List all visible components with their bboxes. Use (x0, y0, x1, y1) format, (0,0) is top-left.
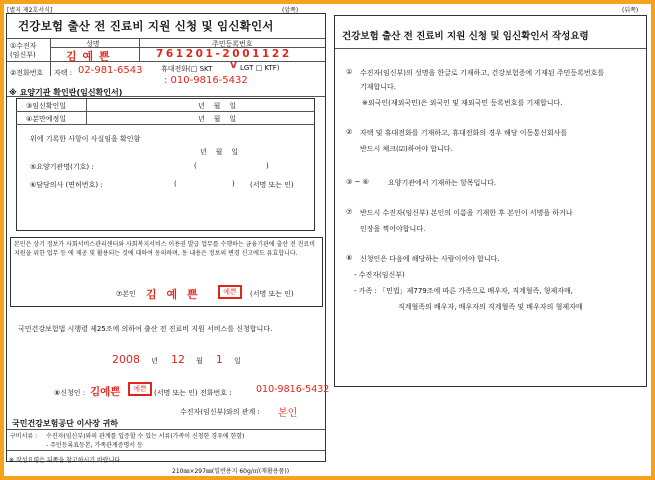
medical-section-title: ※ 요양기관 확인란(임신확인서) (9, 88, 123, 97)
back-side-label: (뒤쪽) (622, 7, 639, 14)
doctor-label: ⑥담당의사 (면허번호) : (30, 181, 103, 189)
pregnancy-date-value: 년 월 일 (198, 102, 237, 110)
date-day-unit: 일 (234, 357, 241, 365)
guide-item-5-line-2: - 수진자(임신부) (354, 271, 405, 279)
document-page (4, 4, 651, 476)
institution-paren-open: ( (194, 162, 197, 170)
self-sign-suffix: (서명 또는 인) (250, 290, 294, 298)
date-day: 1 (215, 353, 223, 366)
divider (7, 38, 325, 39)
guide-item-5-line-4: 직계혈족의 배우자, 배우자의 직계혈족 및 배우자의 형제자매 (398, 303, 583, 311)
addressee: 국민건강보험공단 이사장 귀하 (12, 419, 119, 428)
date-year: 2008 (112, 353, 140, 366)
guide-item-1-line-2: 기재합니다. (360, 83, 397, 91)
applicant-name-value: 김 예 쁜 (66, 50, 111, 63)
guide-item-3-mark: ③ ~ ⑥ (346, 178, 369, 186)
front-side-label: (앞쪽) (282, 7, 299, 14)
divider (335, 48, 646, 49)
docs-text: 수진자(임신부)와의 관계를 입증할 수 있는 서류(가족이 신청한 경우에 한함) (46, 433, 245, 440)
institution-label: ⑤요양기관명(기호) : (30, 163, 94, 171)
divider (7, 429, 325, 430)
home-phone-value: 02-981-6543 (78, 65, 143, 76)
applicant-sign-suffix: (서명 또는 인) 전화번호 : (154, 389, 232, 397)
footer-note: ※ 작성요령은 뒤쪽을 참고하시기 바랍니다. (9, 457, 123, 464)
form-title: 건강보험 출산 전 진료비 지원 신청 및 임신확인서 (18, 19, 274, 33)
guide-item-2-line-2: 반드시 체크(☑)하여야 합니다. (360, 145, 453, 153)
form-number-label: [별지 제2호서식] (7, 7, 53, 14)
docs-label: 구비서류 : (10, 433, 38, 440)
guide-item-3-line-1: 요양기관에서 기재하는 항목입니다. (388, 179, 497, 187)
guide-item-4-line-1: 반드시 수진자(임신부) 본인의 이름을 기재한 후 본인이 서명을 하거나 (360, 209, 573, 217)
applicant-seal-stamp (128, 382, 152, 396)
self-name: 김 예 쁜 (146, 288, 201, 301)
mobile-carrier-label-2: LGT □ KTF) (240, 64, 280, 72)
guide-item-2-line-1: 자택 및 휴대전화를 기재하고, 휴대전화의 경우 해당 이동통신회사를 (360, 129, 568, 137)
docs-text-2: - 주민등록표등본, 가족관계증명서 등 (46, 442, 143, 449)
doctor-paren-open: ( (174, 180, 177, 188)
confirm-date: 년 월 일 (200, 148, 239, 156)
confirm-statement: 위에 기록한 사항이 사실임을 확인함 (30, 135, 141, 143)
guide-item-1-line-3: ※외국인(재외국민)은 외국인 및 재외국민 등록번호를 기재합니다. (362, 99, 563, 107)
divider (16, 111, 315, 112)
divider (50, 38, 51, 76)
guide-item-5-line-1: 신청인은 다음에 해당하는 사람이어야 합니다. (360, 255, 500, 263)
guide-item-4-mark: ⑦ (346, 208, 353, 216)
guide-item-2-mark: ② (346, 128, 353, 136)
lgt-check-mark: V (230, 61, 237, 71)
date-month-unit: 월 (196, 357, 203, 365)
applicant-sign-label: ⑧신청인 : (54, 389, 86, 397)
applicant-sign-name: 김예쁜 (90, 386, 121, 398)
divider (139, 38, 140, 61)
pregnancy-date-label: ③임신확인일 (26, 102, 67, 110)
applicant-label: ①수진자 (임신부) (10, 42, 37, 59)
guide-title: 건강보험 출산 전 진료비 지원 신청 및 임신확인서 작성요령 (342, 31, 589, 42)
paper-size-note: 210㎜×297㎜(일반용지 60g/㎡(재활용품)) (172, 468, 290, 475)
applicant-seal-text: 예쁜 (133, 385, 147, 393)
self-seal-stamp (218, 285, 242, 299)
guide-item-4-line-2: 인장을 찍어야합니다. (360, 225, 426, 233)
institution-paren-close: ) (266, 162, 269, 170)
doctor-paren-close: ) (232, 180, 235, 188)
mobile-phone-value: : 010-9816-5432 (164, 75, 248, 86)
guide-item-5-line-3: - 가족 : 「민법」제779조에 따른 가족으로 배우자, 직계혈족, 형제자매, (354, 287, 574, 295)
divider (16, 124, 315, 125)
guide-item-1-mark: ① (346, 68, 353, 76)
name-header: 성명 (86, 40, 100, 48)
relation-label: 수진자(임신부)와의 관계 : (180, 408, 260, 416)
due-date-label: ④분만예정일 (26, 115, 67, 123)
applicant-id-value: 761201-2001122 (156, 48, 292, 60)
self-sign-label: ⑦본인 (116, 290, 136, 298)
application-statement: 국민건강보험법 시행령 제25조에 의하여 출산 전 진료비 지원 서비스를 신청합니다. (18, 325, 273, 333)
date-month: 12 (170, 353, 185, 366)
home-phone-label: 자택 : (54, 69, 73, 77)
application-date (112, 348, 241, 367)
relation-value: 본인 (278, 408, 298, 419)
applicant-phone: 010-9816-5432 (256, 384, 330, 395)
guide-item-5-mark: ⑧ (346, 254, 353, 262)
date-year-unit: 년 (151, 357, 158, 365)
divider (7, 450, 325, 451)
guide-item-1-line-1: 수진자(임신부)의 성명을 한글로 기재하고, 건강보험증에 기재된 주민등록번호를 (360, 69, 605, 77)
due-date-value: 년 월 일 (198, 115, 237, 123)
id-header: 주민등록번호 (212, 40, 253, 48)
phone-label: ②전화번호 (10, 69, 44, 77)
divider (7, 61, 325, 62)
doctor-sign-label: (서명 또는 인) (250, 181, 294, 189)
self-seal-text: 예쁜 (223, 288, 237, 296)
mobile-carrier-label: 휴대전화(□ SKT (161, 65, 213, 73)
consent-text: 본인은 상기 정보가 사회서비스관리센터와 사회복지서비스 이용권 발급 업무를 수행하는 금융기관에 출산 전 진료비 지원을 위한 업무 등 에 제공 및 활용되는 것에 대하여 동의하며, 동 내용은 정보의 변경 신고에도 유효합니다. (14, 241, 316, 257)
